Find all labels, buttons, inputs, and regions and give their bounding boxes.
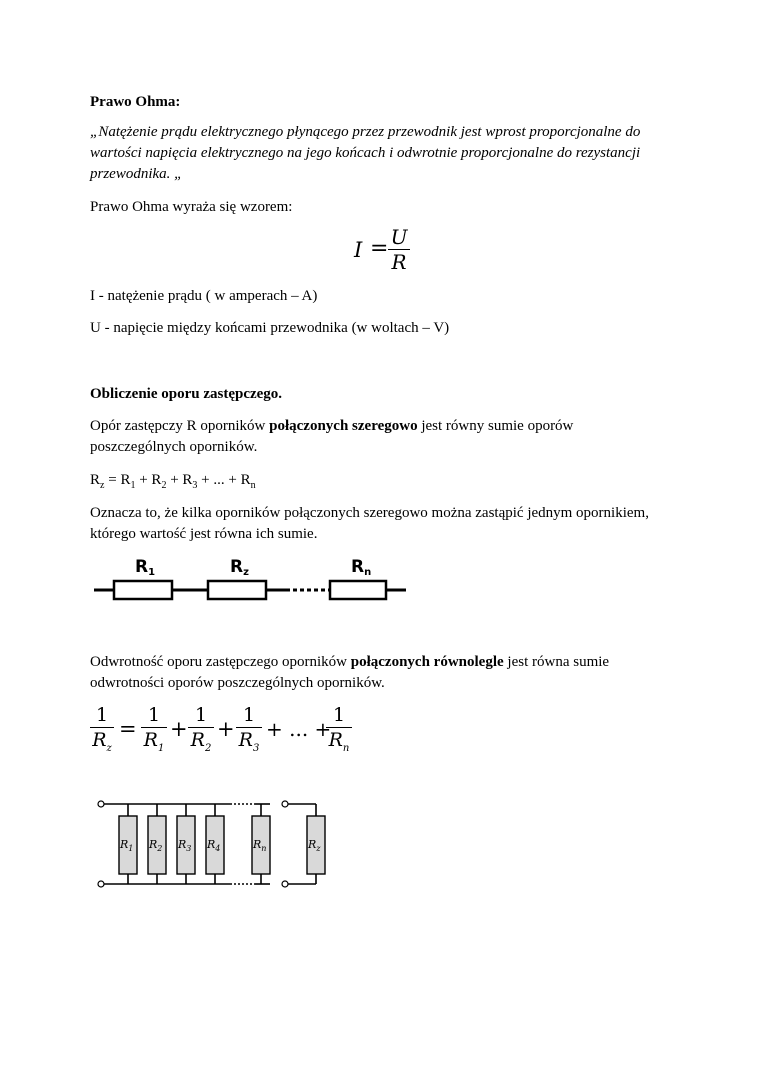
heading-equivalent-resistance: Obliczenie oporu zastępczego. bbox=[90, 386, 283, 402]
sf-eq: = bbox=[104, 472, 121, 488]
pf-frac2-den: $R_2$ bbox=[190, 729, 212, 754]
pf-lhs-den: $R_z$ bbox=[92, 729, 112, 754]
ohm-law-quote: „Natężenie prądu elektrycznego płynącego przez przewodnik jest wprost proporcjonalne do wartości napięcia elektrycznego na jego końcach i odwrotnie proporcjonalne do rezystancji przewodnika. „ bbox=[90, 124, 641, 182]
sf-dots: + ... + bbox=[197, 472, 241, 488]
formula-equals: = bbox=[370, 236, 389, 261]
branch-r2 bbox=[148, 804, 166, 884]
svg-text:R2: $R_2$ bbox=[149, 838, 163, 853]
branch-r3 bbox=[177, 804, 195, 884]
resistor-r1 bbox=[114, 581, 172, 599]
parallel-description bbox=[90, 652, 650, 694]
fraction-bar bbox=[326, 727, 352, 728]
formula-fraction bbox=[388, 226, 410, 273]
sf-r1-sub: 1 bbox=[130, 480, 136, 491]
svg-text:R1: $R_1$ bbox=[120, 838, 134, 853]
svg-text:R4: $R_4$ bbox=[207, 838, 221, 853]
svg-text:Rn: $R_n$ bbox=[253, 838, 267, 853]
series-description bbox=[90, 416, 620, 458]
terminal-top-rz bbox=[282, 801, 288, 807]
pf-frac-3 bbox=[236, 704, 262, 754]
pf-frac1-den: $R_1$ bbox=[143, 729, 165, 754]
pf-equals: = bbox=[119, 717, 137, 741]
terminal-bottom-rz bbox=[282, 881, 288, 887]
branch-rz bbox=[288, 804, 325, 884]
parallel-text-after: jest równa sumie odwrotności oporów poszczególnych oporników. bbox=[90, 654, 610, 691]
pf-frac2-num: 1 bbox=[194, 704, 208, 726]
fraction-bar bbox=[236, 727, 262, 728]
sf-rn: R bbox=[240, 472, 251, 488]
fraction-bar bbox=[188, 727, 214, 728]
pf-dots: + ... + bbox=[266, 717, 332, 741]
sf-plus1: + bbox=[135, 472, 152, 488]
sf-r2-sub: 2 bbox=[161, 480, 167, 491]
branch-rn bbox=[252, 804, 270, 884]
series-circuit-diagram bbox=[90, 550, 420, 610]
heading-ohm-law: Prawo Ohma: bbox=[90, 94, 181, 110]
sf-rz-sub: z bbox=[100, 480, 105, 491]
sf-rz: R bbox=[90, 472, 101, 488]
formula-intro: Prawo Ohma wyraża się wzorem: bbox=[90, 199, 293, 215]
series-label-r1: R1 bbox=[135, 557, 156, 578]
pf-frac-2 bbox=[188, 704, 214, 754]
series-formula bbox=[90, 470, 256, 491]
pf-plus-2: + bbox=[217, 717, 235, 741]
branch-r1 bbox=[119, 804, 137, 884]
formula-numerator: U bbox=[390, 225, 408, 249]
fraction-bar bbox=[90, 727, 114, 728]
pf-lhs-num: 1 bbox=[95, 704, 109, 726]
pf-frac3-num: 1 bbox=[242, 704, 256, 726]
definition-u: U - napięcie między końcami przewodnika (w woltach – V) bbox=[90, 320, 450, 336]
series-meaning: Oznacza to, że kilka oporników połączonych szeregowo można zastąpić jednym opornikiem, którego wartość jest równa ich sumie. bbox=[90, 505, 649, 542]
sf-r1: R bbox=[120, 472, 131, 488]
svg-text:Rz: $R_z$ bbox=[308, 838, 321, 853]
sf-rn-sub: n bbox=[250, 480, 256, 491]
definition-i: I - natężenie prądu ( w amperach – A) bbox=[90, 288, 318, 304]
terminal-top-left bbox=[98, 801, 104, 807]
sf-r3-sub: 3 bbox=[192, 480, 198, 491]
resistor-rn bbox=[330, 581, 386, 599]
pf-frac1-num: 1 bbox=[147, 704, 161, 726]
pf-fracn-den: $R_n$ bbox=[328, 729, 350, 754]
pf-frac-n bbox=[326, 704, 352, 754]
sf-r3: R bbox=[182, 472, 193, 488]
series-text-before: Opór zastępczy R oporników bbox=[90, 418, 270, 434]
terminal-bottom-left bbox=[98, 881, 104, 887]
fraction-bar bbox=[141, 727, 167, 728]
series-label-rn: Rn bbox=[351, 557, 372, 578]
pf-fracn-num: 1 bbox=[332, 704, 346, 726]
sf-r2: R bbox=[151, 472, 162, 488]
pf-frac3-den: $R_3$ bbox=[238, 729, 260, 754]
formula-denominator: R bbox=[391, 250, 407, 274]
svg-text:R3: $R_3$ bbox=[178, 838, 192, 853]
pf-frac-1 bbox=[141, 704, 167, 754]
pf-plus-1: + bbox=[170, 717, 188, 741]
formula-lhs: I bbox=[354, 238, 363, 262]
pf-lhs-fraction bbox=[90, 704, 114, 754]
parallel-circuit-diagram bbox=[95, 796, 340, 892]
sf-plus2: + bbox=[166, 472, 183, 488]
parallel-text-before: Odwrotność oporu zastępczego oporników bbox=[90, 654, 351, 670]
resistor-r2 bbox=[208, 581, 266, 599]
series-label-rz: Rz bbox=[230, 557, 249, 578]
series-text-bold: połączonych szeregowo bbox=[269, 418, 418, 434]
parallel-text-bold: połączonych równolegle bbox=[350, 654, 504, 670]
branch-r4 bbox=[206, 804, 224, 884]
series-text-after: jest równy sumie oporów poszczególnych oporników. bbox=[90, 418, 574, 455]
